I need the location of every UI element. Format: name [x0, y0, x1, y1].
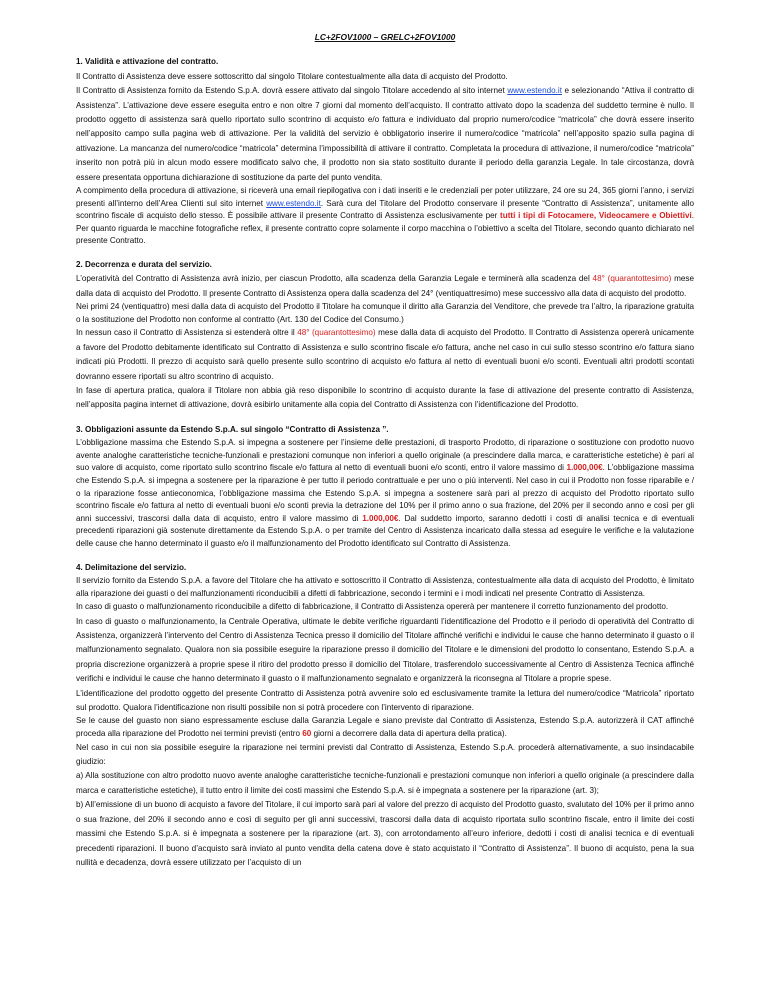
text: . L’obbligazione massima che Estendo S.p.A. si impegna a sostenere per la riparazione è per tutto il periodo contrattuale e per uno o più interventi. Nel caso in cui il Prodotto non fosse riparabile e / o la riparazione fosse antieconomica, l’obbligazione massima che Estendo S.p.A. si impegna a sostenere sarà pari al prezzo di acquisto del Prodotto riportato sullo scontrino fiscale e/o fattura al netto di eventuali buoni e/o sconti previa la detrazione del 10% per il primo anno o sua frazione, del 20% per il secondo anno e così per gli anni successivi, trascorsi dalla data di acquisto, entro il valore massimo di — [76, 463, 694, 523]
paragraph: In fase di apertura pratica, qualora il Titolare non abbia già reso disponibile lo scontrino di acquisto durante la fase di attivazione del presente contratto di Assistenza, nell’apposita pagina internet di attivazione, dovrà esibirlo unitamente alla copia del Contratto di Assistenza con l’identificazione del Prodotto. — [76, 386, 694, 410]
section-3-obligations — [76, 423, 694, 551]
estendo-link[interactable]: www.estendo.it — [507, 86, 562, 96]
paragraph — [76, 272, 694, 301]
paragraph: a) Alla sostituzione con altro prodotto nuovo avente analoghe caratteristiche tecniche-funzionali e prestazioni comunque non inferiori a quello originale (a prescindere dalla marca e caratteristiche estetiche), il tutto entro il limite dei costi massimi che Estendo S.p.A. si è impegnata a sostenere per la riparazione (art. 3); — [76, 771, 694, 795]
paragraph: L’identificazione del prodotto oggetto del presente Contratto di Assistenza potrà avvenire solo ed esclusivamente tramite la lettura del numero/codice “Matricola” riportato sul prodotto. Qualora l’identificazione non risulti possibile non si potrà procedere con l’intervento di riparazione. — [76, 688, 694, 713]
estendo-link[interactable]: www.estendo.it — [266, 198, 321, 208]
text: . Sarà cura del Titolare del Prodotto conservare il presente “Contratto di Assistenza”, unitamente allo scontrino fiscale di acquisto dello stesso. È possibile attivare il presente Contratto di Assistenza esclusivamente per — [76, 198, 694, 221]
text: Il Contratto di Assistenza fornito da Estendo S.p.A. dovrà essere attivato dal singolo Titolare accedendo al sito internet — [76, 86, 508, 96]
text: mese dalla data di acquisto del Prodotto. Il Contratto di Assistenza opererà unicamente a favore del Prodotto debitamente identificato sul Contratto di Assistenza e sullo scontrino fiscale e/o fattura, anche nel caso in cui sullo stesso scontrino e/o fattura siano indicati più Prodotti. Il prezzo di acquisto sarà quello presente sullo scontrino di acquisto e/o fattura al netto di eventuali buoni e/o sconti. Eventuali altri prodotti scontati dovranno essere riportati su altro scontrino di acquisto. — [76, 328, 694, 381]
paragraph — [76, 326, 694, 384]
text: In nessun caso il Contratto di Assistenza si estenderà oltre il — [76, 328, 298, 338]
section-4-limits — [76, 561, 694, 871]
highlight-text: tutti i tipi di Fotocamere, Videocamere e Obiettivi — [500, 211, 692, 221]
text: Se le cause del guasto non siano espressamente escluse dalla Garanzia Legale e siano previste dal Contratto di Assistenza, Estendo S.p.A. autorizzerà il CAT affinché proceda alla riparazione del Prodotto nei termini previsti (entro — [76, 716, 694, 739]
paragraph: b) All’emissione di un buono di acquisto a favore del Titolare, il cui importo sarà pari al valore del prezzo di acquisto del Prodotto guasto, svalutato del 10% per il primo anno o sua frazione, del 20% il secondo anno e così di seguito per gli anni successivi, trascorsi dalla data di acquisto riportata sullo scontrino fiscale, entro il limite dei costi massimi che Estendo S.p.A. si è impegnata a sostenere per la riparazione (art. 3), con arrotondamento all’euro inferiore, dedotti i costi di analisi tecnica e di eventuali precedenti riparazioni. Il buono d’acquisto sarà inviato al punto vendita della catena dove è stato acquistato il “Contratto di Assistenza”. Il buono di acquisto, pena la sua nullità e decadenza, dovrà essere utilizzato per l’acquisto di un — [76, 800, 694, 867]
text: A compimento della procedura di attivazione, si riceverà una email riepilogativa con i dati inseriti e le credenziali per poter utilizzare, 24 ore su 24, 365 giorni l’anno, i servizi presenti all’interno dell’Area Clienti sul sito internet — [76, 186, 694, 208]
paragraph: Nel caso in cui non sia possibile eseguire la riparazione nei termini previsti dal Contratto di Assistenza, Estendo S.p.A. procederà alternativamente, a suo insindacabile giudizio: — [76, 742, 694, 767]
paragraph — [76, 437, 694, 550]
section-2-duration — [76, 258, 694, 413]
text: L’operatività del Contratto di Assistenza avrà inizio, per ciascun Prodotto, alla scadenza della Garanzia Legale e terminerà alla scadenza del — [76, 274, 593, 284]
text: L’obbligazione massima che Estendo S.p.A. si impegna a sostenere per l’insieme delle prestazioni, di trasporto Prodotto, di riparazione o sostituzione con prodotto nuovo avente analoghe caratteristiche tecniche-funzionali e prestazioni comunque non inferiori a quello originale (a prescindere dalla marca, e caratteristiche estetiche) è pari al suo valore di acquisto, come riportato sullo scontrino fiscale e/o fattura al netto di eventuali buoni e/o sconti, entro il valore massimo di — [76, 438, 694, 473]
paragraph: Il servizio fornito da Estendo S.p.A. a favore del Titolare che ha attivato e sottoscritto il Contratto di Assistenza, contestualmente alla data di acquisto del Prodotto, è limitato alla riparazione dei guasti o dei malfunzionamenti riconducibili a difetti di fabbricazione, secondo i termini e i modi indicati nel presente Contratto di Assistenza. — [76, 576, 694, 598]
paragraph: Il Contratto di Assistenza deve essere sottoscritto dal singolo Titolare contestualmente alla data di acquisto del Prodotto. — [76, 71, 508, 81]
text: mese dalla data di acquisto del Prodotto. Il presente Contratto di Assistenza opera dalla scadenza del 24° (ventiquattresimo) mese successivo alla data di acquisto del prodotto. — [76, 274, 694, 298]
text: . Per quanto riguarda le macchine fotografiche reflex, il presente contratto copre solamente il corpo macchina o l’obiettivo a scelta del Titolare, secondo quanto dichiarato nel presente Contratto. — [76, 211, 695, 246]
paragraph: In caso di guasto o malfunzionamento, la Centrale Operativa, ultimate le debite verifiche riguardanti l’identificazione del Prodotto e il periodo di operatività del Contratto di Assistenza, organizzerà l’intervento del Centro di Assistenza Tecnica presso il domicilio del Titolare affinché verifichi e individui le cause che hanno determinato il guasto o il malfunzionamento segnalato. Qualora non sia possibile eseguire la riparazione presso il domicilio del Titolare e le dimensioni del prodotto lo consentano, Estendo S.p.A. a propria discrezione organizzerà a proprie spese il ritiro del prodotto presso il domicilio del Titolare, trasferendolo successivamente al Centro di Assistenza Tecnica affinché verifichi e individui le cause che hanno determinato il guasto o il malfunzionamento segnalato e organizzerà la riconsegna al Titolare a proprie spese. — [76, 616, 694, 684]
text: e selezionando “Attiva il contratto di Assistenza”. L’attivazione deve essere eseguita entro e non oltre 7 giorni dal momento dell’acquisto. Il contratto attivato dopo la scadenza del suddetto termine è nullo. Il prodotto oggetto di assistenza sarà quello riportato sullo scontrino di acquisto e/o fattura e individuato dal proprio numero/codice “matricola” che dovrà essere inserito nell’apposito campo sulla pagina web di attivazione. Per la validità del servizio è obbligatorio inserire il numero/codice “matricola” nell’apposito spazio sulla pagina di attivazione. La mancanza del numero/codice “matricola” determina l’impossibilità di attivare il contratto. Completata la procedura di attivazione, il numero/codice “matricola” inserito non potrà più in alcun modo essere modificato salvo che, il prodotto non sia stato sostituito durante il periodo della garanzia Legale. In tale circostanza, dovrà essere presentata opportuna dichiarazione di sostituzione da parte del punto vendita. — [76, 86, 694, 182]
paragraph: In caso di guasto o malfunzionamento riconducibile a difetto di fabbricazione, il Contratto di Assistenza opererà per mantenere il corretto funzionamento del prodotto. — [76, 602, 669, 612]
highlight-text: 48° (quarantottesimo) — [297, 328, 376, 338]
section-title: 4. Delimitazione del servizio. — [76, 562, 187, 572]
section-title: 1. Validità e attivazione del contratto. — [76, 57, 219, 67]
paragraph — [76, 84, 694, 185]
highlight-text: 1.000,00€ — [566, 463, 603, 473]
contract-page — [76, 30, 694, 880]
document-code-title: LC+2FOV1000 – GRELC+2FOV1000 — [314, 32, 456, 42]
highlight-text: 48° (quarantottesimo) — [592, 274, 672, 284]
paragraph: Nei primi 24 (ventiquattro) mesi dalla data di acquisto del Prodotto il Titolare ha comunque il diritto alla Garanzia del Venditore, che prevede tra l’altro, la riparazione gratuita o la sostituzione del Prodotto non conforme al contratto (Art. 130 del Codice del Consumo.) — [76, 302, 694, 324]
section-title: 2. Decorrenza e durata del servizio. — [76, 260, 212, 270]
paragraph — [76, 715, 694, 740]
section-1-validity — [76, 55, 694, 248]
section-title: 3. Obbligazioni assunte da Estendo S.p.A. sul singolo “Contratto di Assistenza ”. — [76, 424, 389, 434]
highlight-text: 60 — [302, 729, 312, 739]
paragraph — [76, 185, 694, 248]
text: giorni a decorrere dalla data di apertura della pratica). — [311, 729, 507, 739]
text: . Dal suddetto importo, saranno dedotti i costi di analisi tecnica e di eventuali precedenti riparazioni già sostenute direttamente da Estendo S.p.A. o per tramite del Centro di Assistenza incaricato dalla stessa ad eseguire le verifiche e la valutazione delle cause che hanno determinato il guasto e/o il malfunzionamento del Prodotto identificato sul Contratto di Assistenza. — [76, 513, 694, 549]
highlight-text: 1.000,00€ — [362, 513, 399, 523]
